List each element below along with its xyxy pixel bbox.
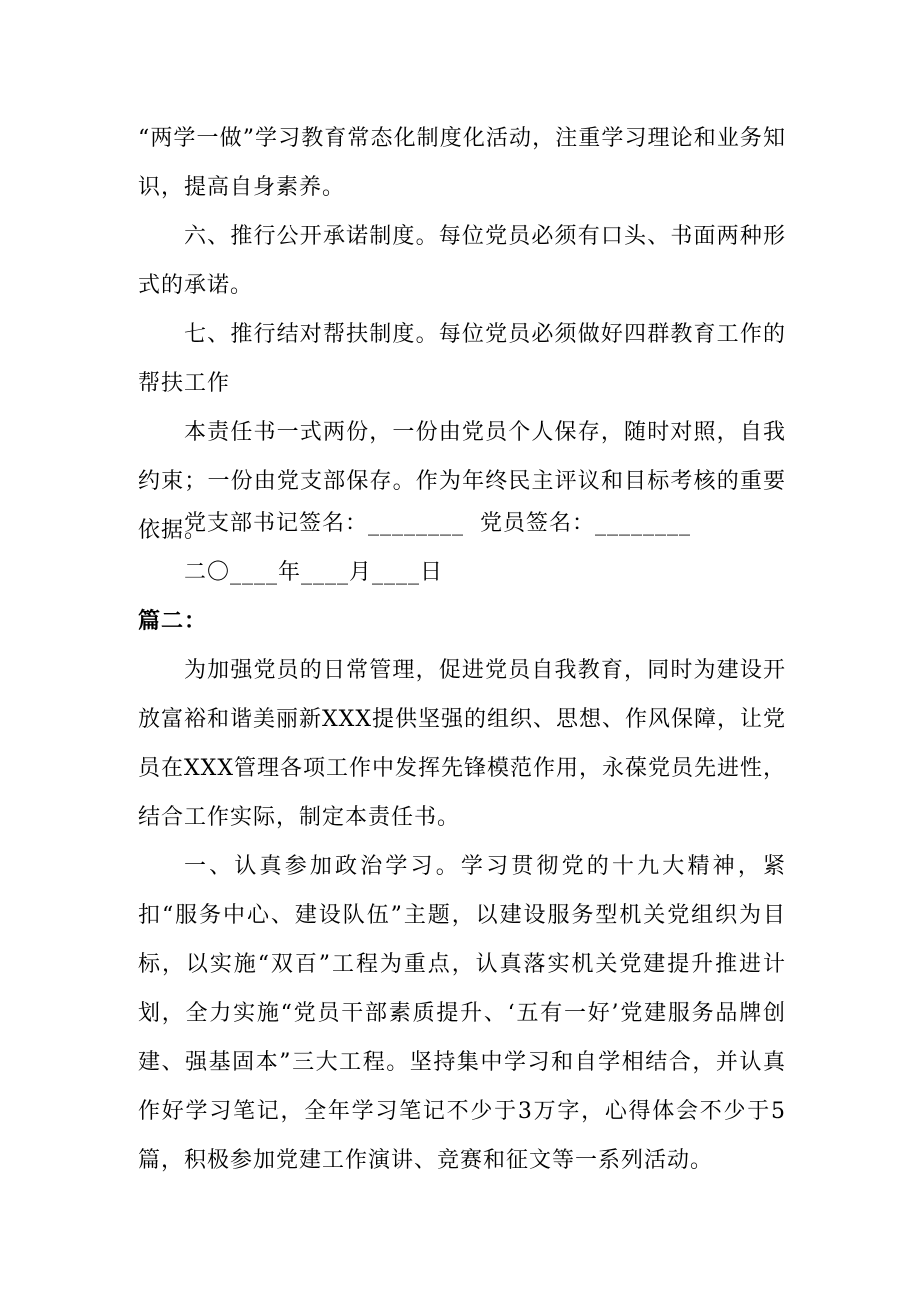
section-heading: 篇二： xyxy=(138,608,208,634)
paragraph-intro: 为加强党员的日常管理，促进党员自我教育，同时为建设开放富裕和谐美丽新XXX提供坚强的组织、思想、作风保障，让党员在XXX管理各项工作中发挥先锋模范作用，永葆党员先进性，结合工作实际，制定本责任书。 xyxy=(138,658,786,830)
paragraph-copies-note: 本责任书一式两份，一份由党员个人保存，随时对照，自我约束；一份由党支部保存。作为年终民主评议和目标考核的重要依据。 xyxy=(138,420,786,543)
date-line: 二〇____年____月____日 xyxy=(184,560,444,585)
signature-line: 党支部书记签名：________ 党员签名：________ xyxy=(184,511,691,536)
paragraph-item-seven: 七、推行结对帮扶制度。每位党员必须做好四群教育工作的帮扶工作 xyxy=(138,322,786,396)
paragraph-item-one: 一、认真参加政治学习。学习贯彻党的十九大精神，紧扣“服务中心、建设队伍”主题，以建设服务型机关党组织为目标，以实施“双百”工程为重点，认真落实机关党建提升推进计划，全力实施“党员干部素质提升、‘五有一好’党建服务品牌创建、强基固本”三大工程。坚持集中学习和自学相结合，并认真作好学习笔记，全年学习笔记不少于3万字，心得体会不少于5篇，积极参加党建工作演讲、竞赛和征文等一系列活动。 xyxy=(138,854,786,1173)
paragraph-continuation: “两学一做”学习教育常态化制度化活动，注重学习理论和业务知识，提高自身素养。 xyxy=(138,126,786,200)
paragraph-item-six: 六、推行公开承诺制度。每位党员必须有口头、书面两种形式的承诺。 xyxy=(138,224,786,298)
